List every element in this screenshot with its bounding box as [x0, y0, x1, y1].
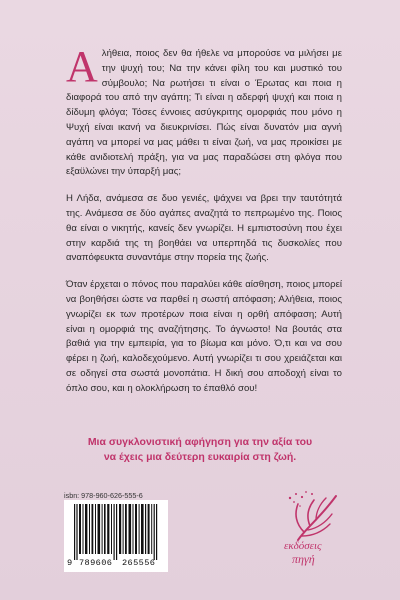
blurb-text	[66, 42, 342, 409]
blurb-paragraph-1	[66, 42, 342, 180]
barcode-digit-group-2: 265556	[122, 558, 156, 568]
barcode-digit-first: 9	[67, 558, 73, 568]
barcode-digit-group-1: 789606	[79, 558, 113, 568]
publisher-logo	[276, 488, 356, 578]
blurb-paragraph-2: Η Λήδα, ανάμεσα σε δυο γενιές, ψάχνει να βρει την ταυτότητά της. Ανάμεσα σε δύο αγάπες αναζητά το πεπρωμένο της. Ποιος θα είναι ο νικητής, κανείς δεν γνωρίζει. Η εμπιστοσύνη που έχει στην καρδιά της τη βοηθάει να υπερπηδά τις δυσκολίες που αναπόφευκτα συναντάμε στην πορεία της ζωής.	[66, 193, 342, 264]
paragraph-1-text: λήθεια, ποιος δεν θα ήθελε να μπορούσε να μιλήσει με την ψυχή του; Να την κάνει φίλη του και μυστικό του σύμβουλο; Να ρωτήσει τι είναι ο Έρωτας και ποια η διαφορά του από την αγάπη; Τι είναι η αδερφή ψυχή και ποια η δίδυμη φλόγα; Τόσες έννοιες ασύγκριτης ομορφιάς που μόνο η Ψυχή είναι ικανή να διευκρινίσει. Πώς είναι δυνατόν μια αγνή αγάπη να μπορεί να μας μάθει τι είναι ζωή, να μας προικίσει με κάθε ανιδιοτελή πράξη, για να μας παραδώσει στη φλόγα που εξαϋλώνει την ύπαρξή μας;	[66, 48, 342, 178]
barcode-digits	[64, 556, 168, 570]
barcode-bars-icon	[64, 500, 168, 560]
publisher-name-line-1: εκδόσεις	[284, 540, 322, 552]
feather-logo-icon	[276, 488, 356, 544]
drop-cap: Α	[66, 42, 98, 91]
blurb-paragraph-3: Όταν έρχεται ο πόνος που παραλύει κάθε αίσθηση, ποιος μπορεί να βοηθήσει ώστε να παρθεί η σωστή απόφαση; Αλήθεια, ποιος γνωρίζει εκ των προτέρων ποια είναι η ορθή απόφαση; Αυτή είναι η ομορφιά της αναζήτησης. Το άγνωστο! Να βουτάς στα βαθιά για την εμπειρία, για το βίωμα και μόνο. Ό,τι και να σου φέρει η ζωή, καλοδεχούμενο. Αυτή γνωρίζει τι σου χρειάζεται και σε οδηγεί στα σωστά μονοπάτια. Η δική σου αποδοχή είναι το όπλο σου, και η ολοκλήρωση το έπαθλό σου!	[66, 279, 342, 394]
tagline-line-1: Μια συγκλονιστική αφήγηση για την αξία του	[87, 436, 313, 448]
publisher-name-line-2: πηγή	[292, 552, 315, 566]
isbn-label: isbn: 978-960-626-555-6	[64, 491, 143, 500]
tagline	[60, 435, 340, 464]
barcode	[64, 500, 168, 572]
tagline-line-2: να έχεις μια δεύτερη ευκαιρία στη ζωή.	[103, 450, 297, 463]
